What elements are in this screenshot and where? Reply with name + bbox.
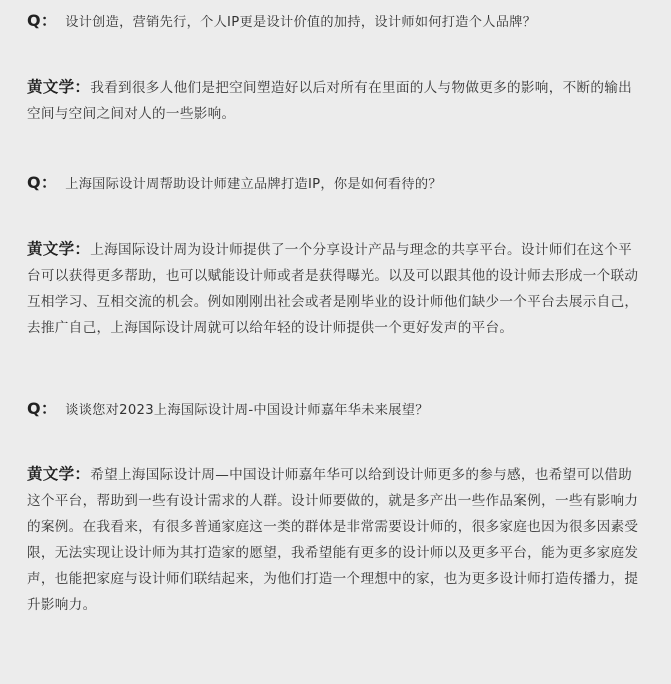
question-text: 谈谈您对2023上海国际设计周-中国设计师嘉年华未来展望？ [65,403,429,418]
question-text: 上海国际设计周帮助设计师建立品牌打造IP，你是如何看待的？ [65,177,442,192]
answer-text: 我看到很多人他们是把空间塑造好以后对所有在里面的人与物做更多的影响，不断的输出空间与空间之间对人的一些影响。 [27,80,633,122]
answer-speaker: 黄文学： [27,465,91,483]
answer-2 [27,236,642,341]
question-3 [27,399,642,421]
answer-text: 上海国际设计周为设计师提供了一个分享设计产品与理念的共享平台。设计师们在这个平台可以获得更多帮助，也可以赋能设计师或者是获得曝光。以及可以跟其他的设计师去形成一个联动互相学习、互相交流的机会。例如刚刚出社会或者是刚毕业的设计师他们缺少一个平台去展示自己，去推广自己，上海国际设计周就可以给年轻的设计师提供一个更好发声的平台。 [27,242,639,336]
question-label: Q： [27,173,58,192]
answer-3 [27,461,642,618]
answer-text: 希望上海国际设计周—中国设计师嘉年华可以给到设计师更多的参与感，也希望可以借助这个平台，帮助到一些有设计需求的人群。设计师要做的，就是多产出一些作品案例，一些有影响力的案例。在我看来，有很多普通家庭这一类的群体是非常需要设计师的，很多家庭也因为很多因素受限，无法实现让设计师为其打造家的愿望，我希望能有更多的设计师以及更多平台，能为更多家庭发声，也能把家庭与设计师们联结起来，为他们打造一个理想中的家，也为更多设计师打造传播力，提升影响力。 [27,467,639,613]
question-label: Q： [27,11,58,30]
answer-1 [27,74,642,127]
question-2 [27,173,642,195]
answer-speaker: 黄文学： [27,78,91,96]
question-text: 设计创造，营销先行，个人IP更是设计价值的加持，设计师如何打造个人品牌？ [65,15,537,30]
answer-speaker: 黄文学： [27,240,91,258]
question-1 [27,11,642,33]
question-label: Q： [27,399,58,418]
